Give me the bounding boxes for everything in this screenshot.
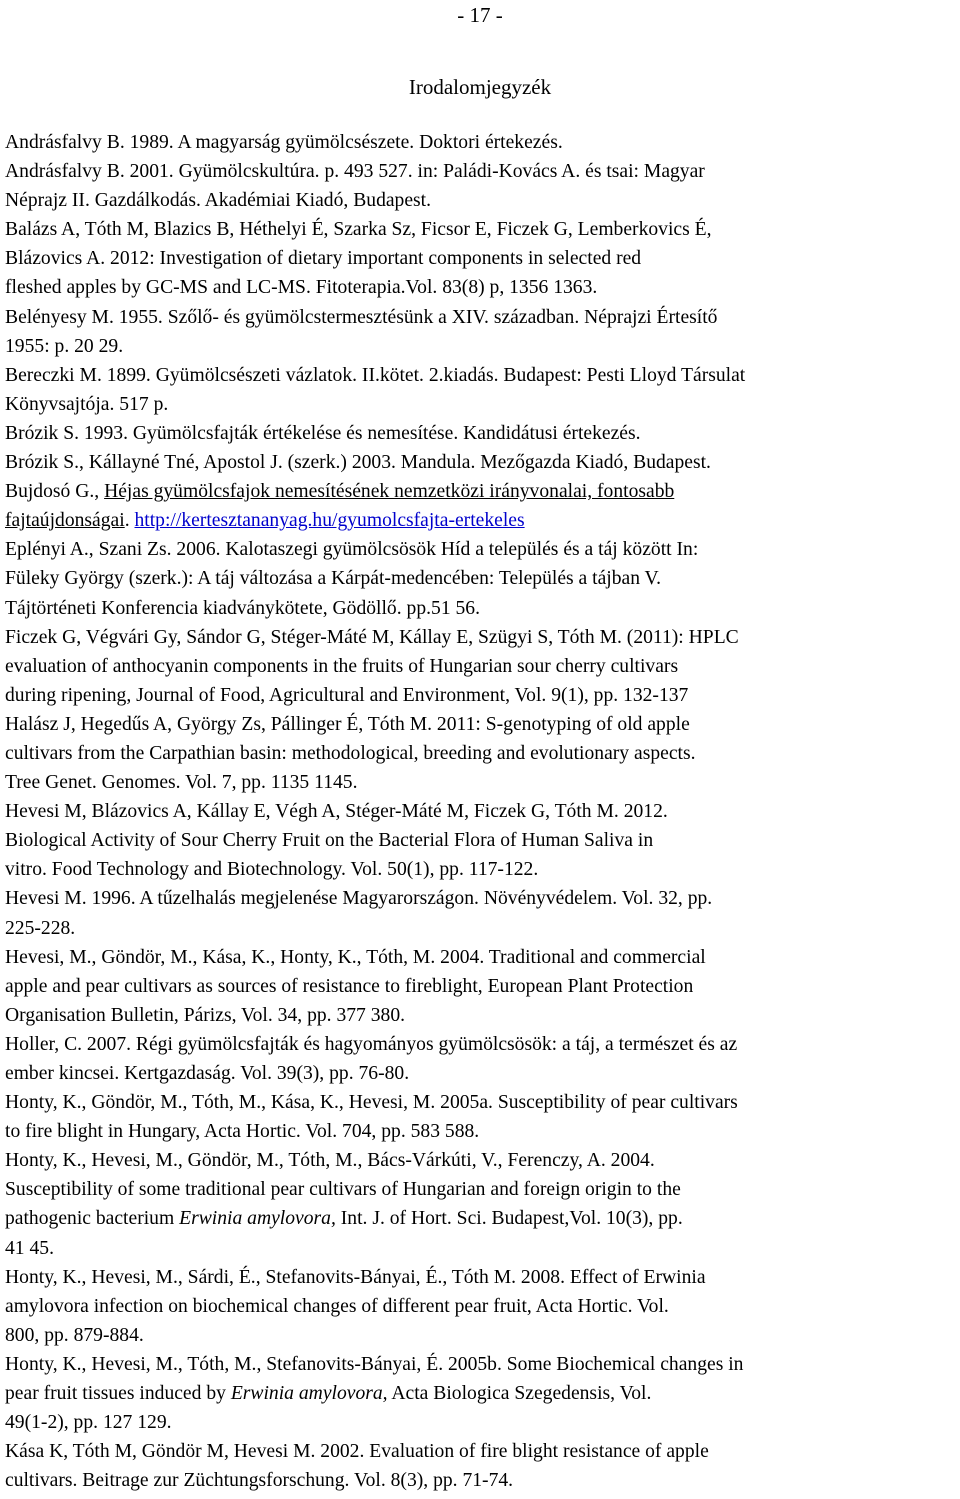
- reference-line: [5, 1379, 957, 1408]
- reference-line: evaluation of anthocyanin components in the fruits of Hungarian sour cherry cultivars: [5, 655, 679, 677]
- reference-entry: [5, 943, 957, 1030]
- reference-line: Honty, K., Hevesi, M., Sárdi, É., Stefanovits-Bányai, É., Tóth M. 2008. Effect of Erwinia: [5, 1266, 706, 1288]
- reference-line: Andrásfalvy B. 1989. A magyarság gyümölcsészete. Doktori értekezés.: [5, 132, 563, 153]
- reference-line: 41 45.: [5, 1237, 54, 1259]
- reference-title-link[interactable]: Héjas gyümölcsfajok nemesítésének nemzetközi irányvonalai, fontosabb: [104, 481, 675, 503]
- reference-entry: [5, 1263, 957, 1350]
- page-number: - 17 -: [457, 3, 503, 27]
- reference-entry: [5, 303, 957, 361]
- reference-line: Holler, C. 2007. Régi gyümölcsfajták és hagyományos gyümölcsösök: a táj, a természet és az: [5, 1033, 738, 1055]
- reference-line: apple and pear cultivars as sources of resistance to fireblight, European Plant Protection: [5, 975, 694, 997]
- reference-line: Brózik S. 1993. Gyümölcsfajták értékelése és nemesítése. Kandidátusi értekezés.: [5, 422, 641, 444]
- reference-line: [5, 1204, 957, 1233]
- reference-line: [5, 506, 957, 535]
- reference-entry: [5, 419, 957, 448]
- reference-line: fleshed apples by GC-MS and LC-MS. Fitoterapia.Vol. 83(8) p, 1356 1363.: [5, 277, 598, 299]
- reference-line: cultivars. Beitrage zur Züchtungsforschung. Vol. 8(3), pp. 71-74.: [5, 1470, 514, 1492]
- reference-line: Balázs A, Tóth M, Blazics B, Héthelyi É, Szarka Sz, Ficsor E, Ficzek G, Lemberkovics É,: [5, 219, 712, 241]
- species-name: Erwinia amylovora,: [179, 1208, 336, 1230]
- reference-line: Honty, K., Hevesi, M., Tóth, M., Stefanovits-Bányai, É. 2005b. Some Biochemical changes in: [5, 1353, 744, 1375]
- reference-line: Eplényi A., Szani Zs. 2006. Kalotaszegi gyümölcsösök Híd a település és a táj között In:: [5, 539, 699, 561]
- reference-line: Kása K, Tóth M, Göndör M, Hevesi M. 2002. Evaluation of fire blight resistance of apple: [5, 1441, 709, 1463]
- reference-author: Bujdosó G.,: [5, 481, 105, 503]
- reference-entry: [5, 797, 957, 884]
- page-title: Irodalomjegyzék: [408, 75, 552, 99]
- reference-text: Int. J. of Hort. Sci. Budapest,Vol. 10(3), pp.: [335, 1208, 683, 1230]
- reference-text: pathogenic bacterium: [5, 1208, 180, 1230]
- reference-line: Blázovics A. 2012: Investigation of dietary important components in selected red: [5, 248, 642, 270]
- reference-line: Organisation Bulletin, Párizs, Vol. 34, pp. 377 380.: [5, 1004, 406, 1026]
- reference-line: amylovora infection on biochemical changes of different pear fruit, Acta Hortic. Vol.: [5, 1295, 669, 1317]
- reference-entry: [5, 1030, 957, 1088]
- reference-line: Hevesi M, Blázovics A, Kállay E, Végh A, Stéger-Máté M, Ficzek G, Tóth M. 2012.: [5, 801, 668, 823]
- reference-line: ember kincsei. Kertgazdaság. Vol. 39(3), pp. 76-80.: [5, 1063, 410, 1084]
- reference-url-link[interactable]: http://kertesztananyag.hu/gyumolcsfajta-ertekeles: [134, 510, 525, 532]
- reference-line: Brózik S., Kállayné Tné, Apostol J. (szerk.) 2003. Mandula. Mezőgazda Kiadó, Budapest.: [5, 452, 711, 474]
- reference-line: Tájtörténeti Konferencia kiadványkötete, Gödöllő. pp.51 56.: [5, 597, 481, 619]
- reference-line: Halász J, Hegedűs A, György Zs, Pállinger É, Tóth M. 2011: S-genotyping of old apple: [5, 713, 690, 735]
- reference-list: [5, 128, 957, 1495]
- reference-line: Hevesi M. 1996. A tűzelhalás megjelenése Magyarországon. Növényvédelem. Vol. 32, pp.: [5, 888, 713, 910]
- reference-line: Belényesy M. 1955. Szőlő- és gyümölcstermesztésünk a XIV. században. Néprajzi Értesítő: [5, 306, 718, 328]
- reference-title-link[interactable]: fajtaújdonságai: [5, 510, 125, 532]
- reference-entry: [5, 157, 957, 215]
- reference-line: Honty, K., Hevesi, M., Göndör, M., Tóth, M., Bács-Várkúti, V., Ferenczy, A. 2004.: [5, 1150, 655, 1172]
- reference-line: Néprajz II. Gazdálkodás. Akadémiai Kiadó, Budapest.: [5, 190, 432, 212]
- reference-text: pear fruit tissues induced by: [5, 1383, 231, 1405]
- reference-entry: [5, 1437, 957, 1495]
- species-name: Erwinia amylovora,: [230, 1383, 388, 1405]
- reference-line: 225-228.: [5, 917, 76, 939]
- reference-line: Bereczki M. 1899. Gyümölcsészeti vázlatok. II.kötet. 2.kiadás. Budapest: Pesti Lloyd Társulat: [5, 364, 746, 386]
- reference-line: Tree Genet. Genomes. Vol. 7, pp. 1135 1145.: [5, 772, 358, 794]
- reference-entry: [5, 1350, 957, 1437]
- reference-line: Ficzek G, Végvári Gy, Sándor G, Stéger-Máté M, Kállay E, Szügyi S, Tóth M. (2011): HPLC: [5, 626, 739, 648]
- reference-line: 49(1-2), pp. 127 129.: [5, 1412, 172, 1434]
- reference-entry: [5, 448, 957, 477]
- reference-entry: [5, 361, 957, 419]
- reference-entry: [5, 623, 957, 710]
- reference-line: Biological Activity of Sour Cherry Fruit on the Bacterial Flora of Human Saliva in: [5, 830, 654, 852]
- reference-separator: .: [124, 510, 135, 532]
- reference-text: Acta Biologica Szegedensis, Vol.: [387, 1383, 652, 1405]
- reference-line: 1955: p. 20 29.: [5, 335, 124, 357]
- reference-entry: [5, 884, 957, 942]
- reference-line: Honty, K., Göndör, M., Tóth, M., Kása, K., Hevesi, M. 2005a. Susceptibility of pear cultivars: [5, 1092, 738, 1114]
- reference-line: Könyvsajtója. 517 p.: [5, 393, 169, 415]
- reference-entry: [5, 477, 957, 535]
- reference-entry: [5, 710, 957, 797]
- reference-line: Susceptibility of some traditional pear cultivars of Hungarian and foreign origin to the: [5, 1179, 681, 1201]
- reference-line: Andrásfalvy B. 2001. Gyümölcskultúra. p. 493 527. in: Paládi-Kovács A. és tsai: Magyar: [5, 161, 705, 183]
- reference-entry: [5, 1146, 957, 1262]
- reference-entry: [5, 215, 957, 302]
- reference-line: Füleky György (szerk.): A táj változása a Kárpát-medencében: Település a tájban V.: [5, 568, 662, 590]
- reference-entry: [5, 1088, 957, 1146]
- reference-entry: [5, 128, 957, 157]
- reference-line: Hevesi, M., Göndör, M., Kása, K., Honty, K., Tóth, M. 2004. Traditional and commercial: [5, 946, 706, 968]
- reference-line: 800, pp. 879-884.: [5, 1324, 144, 1346]
- reference-line: cultivars from the Carpathian basin: methodological, breeding and evolutionary aspects.: [5, 742, 696, 764]
- reference-line: to fire blight in Hungary, Acta Hortic. Vol. 704, pp. 583 588.: [5, 1121, 480, 1143]
- reference-line: [5, 477, 957, 506]
- reference-line: during ripening, Journal of Food, Agricultural and Environment, Vol. 9(1), pp. 132-137: [5, 684, 689, 706]
- reference-line: vitro. Food Technology and Biotechnology. Vol. 50(1), pp. 117-122.: [5, 859, 539, 881]
- reference-entry: [5, 535, 957, 622]
